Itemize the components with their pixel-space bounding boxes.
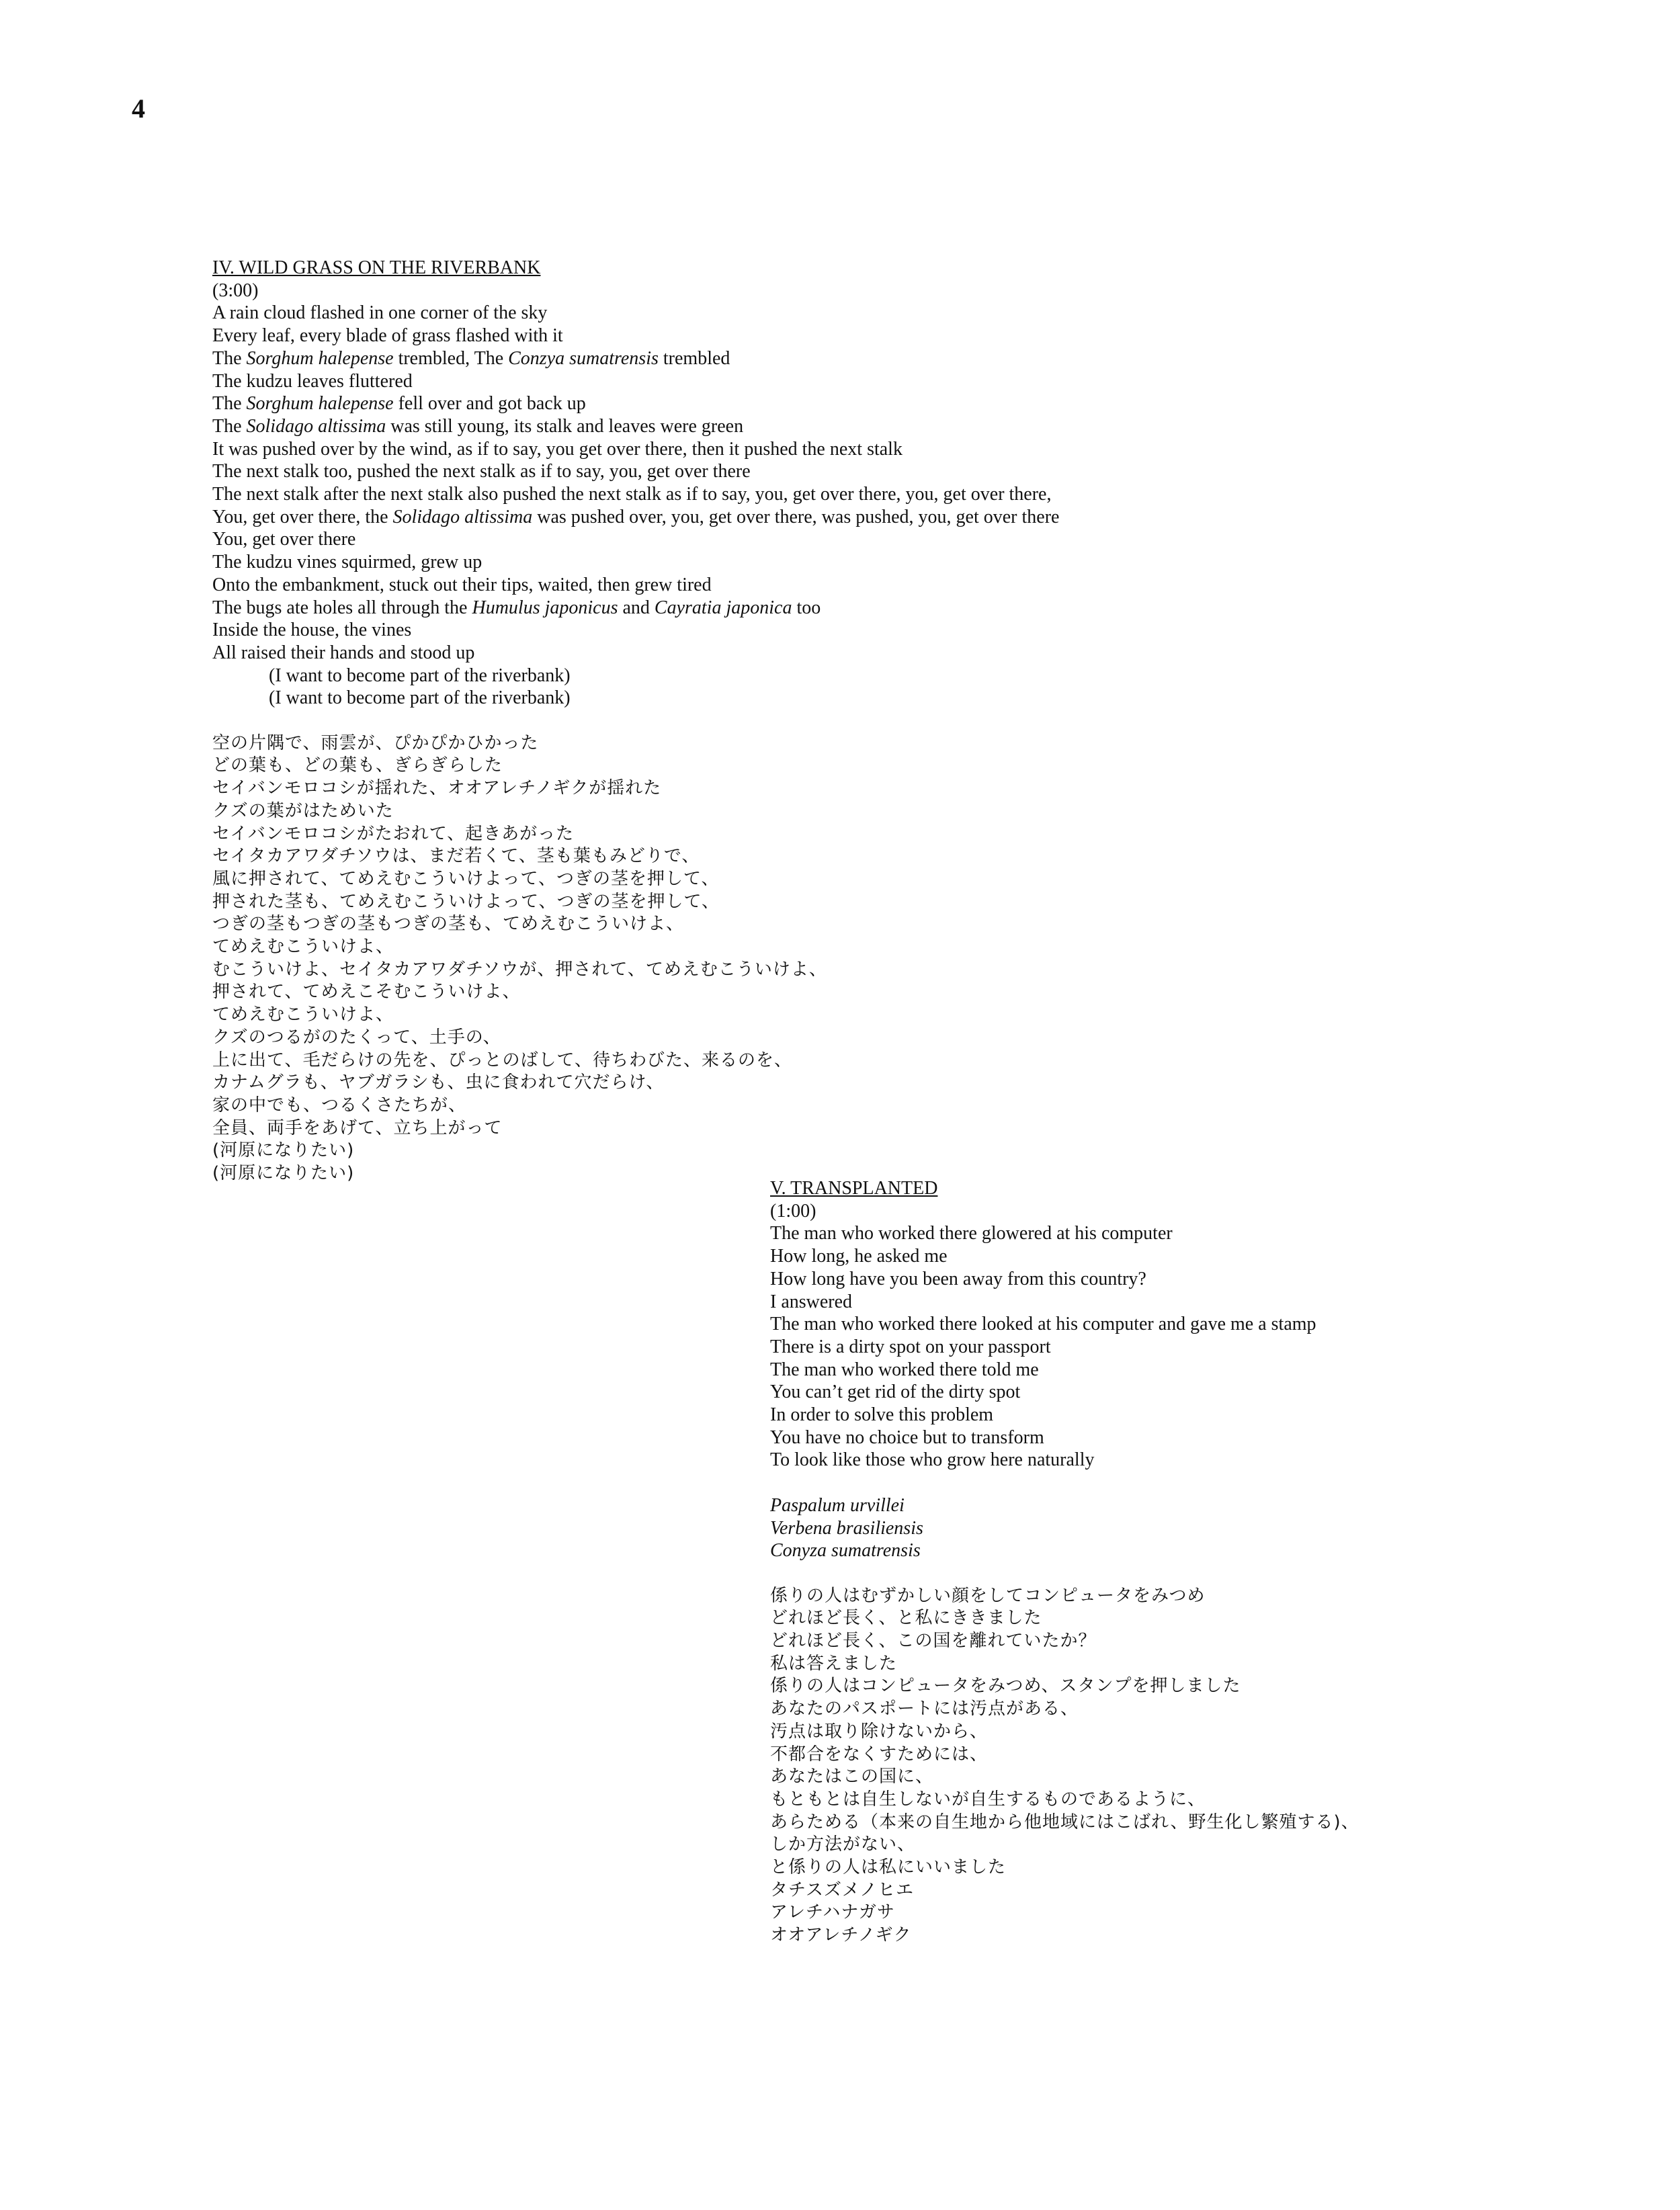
poem-line [212,347,1556,370]
species-name: Solidago altissima [246,415,386,437]
japanese-line: てめえむこういけよ、 [212,1005,394,1025]
line-text: (I want to become part of the riverbank) [269,687,571,709]
poem-line: The man who worked there told me [770,1359,1039,1380]
japanese-line: てめえむこういけよ、 [212,937,394,958]
species-line [770,1539,1644,1562]
species-line [770,1517,1644,1540]
poem-line: You have no choice but to transform [770,1427,1044,1448]
section-wild-grass [212,257,1556,1185]
japanese-line: セイバンモロコシがたおれて、起きあがった [212,823,575,844]
poem-line [212,370,1556,393]
poem-line [212,619,1556,642]
species-name: Conzya sumatrensis [508,347,659,369]
japanese-line: もともとは自生しないが自生するものであるように、 [770,1789,1206,1810]
japanese-line: どれほど長く、と私にききました [770,1608,1042,1629]
poem-line [212,642,1556,665]
poem-line [212,528,1556,551]
japanese-line: 家の中でも、つるくさたちが、 [212,1095,467,1115]
japanese-line: つぎの茎もつぎの茎もつぎの茎も、てめえむこういけよ、 [212,914,685,935]
line-text: too [792,597,821,618]
japanese-line: 押されて、てめえこそむこういけよ、 [212,982,521,1003]
japanese-line: クズのつるがのたくって、土手の、 [212,1027,501,1048]
japanese-line: あなたのパスポートには汚点がある、 [770,1699,1079,1719]
species-name: Paspalum urvillei [770,1494,905,1516]
line-text: The [212,347,247,369]
species-name: Humulus japonicus [472,597,618,618]
japanese-line: 上に出て、毛だらけの先を、ぴっとのばして、待ちわびた、来るのを、 [212,1050,792,1070]
poem-line [212,574,1556,597]
line-text: You, get over there [212,529,356,550]
poem-line [212,325,1556,347]
japanese-line: カナムグラも、ヤブガラシも、虫に食われて穴だらけ、 [212,1072,665,1093]
line-text: Every leaf, every blade of grass flashed with it [212,325,563,347]
japanese-line: と係りの人は私にいいました [770,1857,1007,1878]
japanese-line: クズの葉がはためいた [212,800,394,821]
poem-line: To look like those who grow here naturally [770,1449,1095,1471]
species-name: Solidago altissima [392,506,533,527]
line-text: The kudzu vines squirmed, grew up [212,552,482,573]
line-text: and [618,597,655,618]
section-title: V. TRANSPLANTED [770,1178,938,1199]
japanese-line: 空の片隅で、雨雲が、ぴかぴかひかった [212,732,539,753]
japanese-line: セイタカアワダチソウは、まだ若くて、茎も葉もみどりで、 [212,846,700,867]
japanese-line: セイバンモロコシが揺れた、オオアレチノギクが揺れた [212,778,662,799]
poem-line: In order to solve this problem [770,1404,994,1426]
japanese-line: どれほど長く、この国を離れていたか？ [770,1631,1097,1652]
poem-line [212,551,1556,574]
species-name: Sorghum halepense [246,347,394,369]
line-text: Inside the house, the vines [212,620,412,641]
species-name: Cayratia japonica [654,597,792,618]
japanese-line: 押された茎も、てめえむこういけよって、つぎの茎を押して、 [212,891,720,912]
line-text: You, get over there, the [212,506,393,527]
species-name: Verbena brasiliensis [770,1517,923,1539]
section-transplanted [770,1177,1644,1947]
poem-line [212,460,1556,483]
poem-line [212,392,1556,415]
poem-line [212,483,1556,506]
species-name: Conyza sumatrensis [770,1540,921,1562]
line-text: fell over and got back up [393,393,586,415]
stanza-break [770,1472,1644,1494]
poem-line [212,665,1556,687]
line-text: The bugs ate holes all through the [212,597,472,618]
line-text: was pushed over, you, get over there, was pushed, you, get over there [532,506,1060,527]
poem-line [212,438,1556,461]
stanza-break [770,1562,1644,1585]
line-text: The next stalk after the next stalk also pushed the next stalk as if to say, you, get over there, you, get over there, [212,484,1052,505]
japanese-line: 係りの人はコンピュータをみつめ、スタンプを押しました [770,1676,1241,1697]
poem-line [212,415,1556,438]
line-text: (I want to become part of the riverbank) [269,665,571,686]
japanese-line: あらためる（本来の自生地から他地域にはこばれ、野生化し繁殖する)、 [770,1812,1359,1832]
section-duration: (3:00) [212,280,259,301]
section-duration: (1:00) [770,1200,816,1222]
poem-line: How long have you been away from this country? [770,1268,1146,1289]
japanese-line: アレチハナガサ [770,1902,895,1923]
poem-line [212,687,1556,710]
poem-line [212,597,1556,620]
line-text: It was pushed over by the wind, as if to say, you get over there, then it pushed the next stalk [212,438,902,460]
japanese-stanza [212,732,1556,1185]
japanese-line: 汚点は取り除けないから、 [770,1721,989,1742]
japanese-line: (河原になりたい) [212,1140,355,1161]
poem-line [212,302,1556,325]
line-text: A rain cloud flashed in one corner of the sky [212,302,548,324]
japanese-line: オオアレチノギク [770,1925,912,1946]
line-text: trembled [658,347,730,369]
line-text: was still young, its stalk and leaves were green [386,415,744,437]
poem-line: I answered [770,1291,853,1312]
english-stanza [770,1222,1644,1472]
japanese-line: タチスズメノヒエ [770,1879,915,1900]
japanese-line: しか方法がない、 [770,1834,916,1855]
species-name: Sorghum halepense [246,393,394,415]
line-text: The [212,393,247,415]
japanese-line: 係りの人はむずかしい顔をしてコンピュータをみつめ [770,1585,1206,1606]
english-stanza [212,302,1556,710]
poem-line: You can’t get rid of the dirty spot [770,1382,1021,1403]
stanza-break [212,710,1556,732]
poem-line: The man who worked there looked at his computer and gave me a stamp [770,1314,1316,1335]
line-text: trembled, The [393,347,509,369]
page-number: 4 [132,93,145,124]
japanese-stanza [770,1585,1644,1947]
japanese-line: どの葉も、どの葉も、ぎらぎらした [212,755,503,776]
japanese-line: 全員、両手をあげて、立ち上がって [212,1117,503,1138]
line-text: The kudzu leaves fluttered [212,370,413,392]
line-text: Onto the embankment, stuck out their tips, waited, then grew tired [212,574,712,595]
japanese-line: あなたはこの国に、 [770,1767,934,1787]
poem-line: The man who worked there glowered at his computer [770,1223,1173,1244]
poem-line: How long, he asked me [770,1246,948,1267]
line-text: All raised their hands and stood up [212,642,475,663]
japanese-line: 不都合をなくすためには、 [770,1744,989,1765]
species-line [770,1494,1644,1517]
japanese-line: 私は答えました [770,1653,898,1674]
japanese-line: (河原になりたい) [212,1163,355,1184]
line-text: The next stalk too, pushed the next stalk as if to say, you, get over there [212,461,751,482]
japanese-line: 風に押されて、てめえむこういけよって、つぎの茎を押して、 [212,868,720,889]
section-title: IV. WILD GRASS ON THE RIVERBANK [212,257,541,278]
japanese-line: むこういけよ、セイタカアワダチソウが、押されて、てめえむこういけよ、 [212,959,827,980]
line-text: The [212,415,247,437]
poem-line [212,506,1556,529]
poem-line: There is a dirty spot on your passport [770,1336,1051,1357]
species-list [770,1494,1644,1562]
